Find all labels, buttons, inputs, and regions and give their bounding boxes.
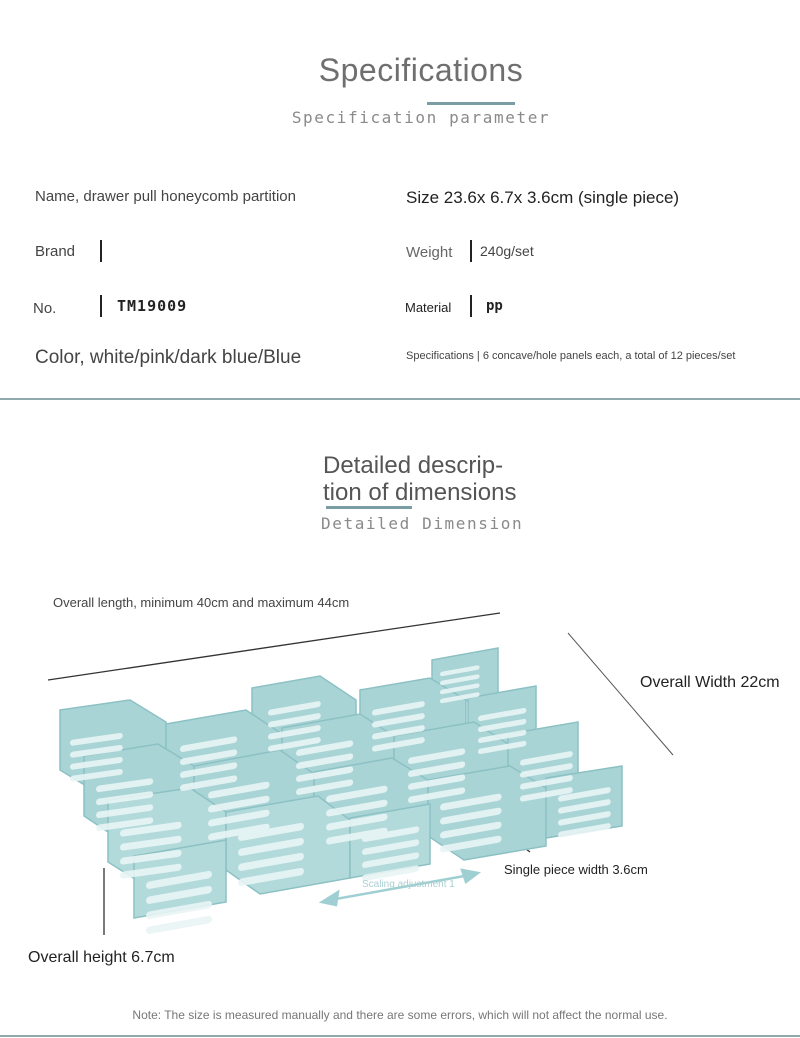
spec-material-label: Material [405,300,452,315]
spec-name: Name, drawer pull honeycomb partition [35,188,296,205]
width-line [568,633,673,755]
spec-weight-label: Weight [406,244,453,261]
dimensions-title-line1: Detailed descrip- [323,452,504,479]
spec-color: Color, white/pink/dark blue/Blue [35,347,302,368]
honeycomb-partition-image [0,560,800,990]
measurement-note: Note: The size is measured manually and there are some errors, which will not affect the normal use. [132,1008,668,1022]
overall-width-label: Overall Width 22cm [640,674,780,691]
brand-separator [100,240,102,262]
scaling-label: Scaling adjustment 1 [362,879,455,890]
dimensions-title-line2: tion of dimensions [323,479,517,506]
section-divider [0,398,800,400]
dimensions-title-underline [326,506,412,509]
weight-separator [470,240,472,262]
no-separator [100,295,102,317]
overall-length-label: Overall length, minimum 40cm and maximum 44cm [53,595,350,610]
spec-no-value: TM19009 [117,297,188,315]
spec-brand-label: Brand [35,243,76,260]
spec-material-value: pp [486,298,503,314]
page-subtitle: Specification parameter [291,108,551,127]
bottom-divider [0,1035,800,1037]
spec-specifications: Specifications | 6 concave/hole panels each, a total of 12 pieces/set [406,350,736,362]
page-title: Specifications [318,52,524,88]
material-separator [470,295,472,317]
spec-no-label: No. [33,300,57,317]
single-width-label: Single piece width 3.6cm [504,862,648,877]
dimensions-subtitle: Detailed Dimension [321,514,524,533]
title-underline [427,102,515,105]
spec-weight-value: 240g/set [480,243,534,259]
overall-height-label: Overall height 6.7cm [28,949,175,966]
spec-size: Size 23.6x 6.7x 3.6cm (single piece) [406,188,680,207]
